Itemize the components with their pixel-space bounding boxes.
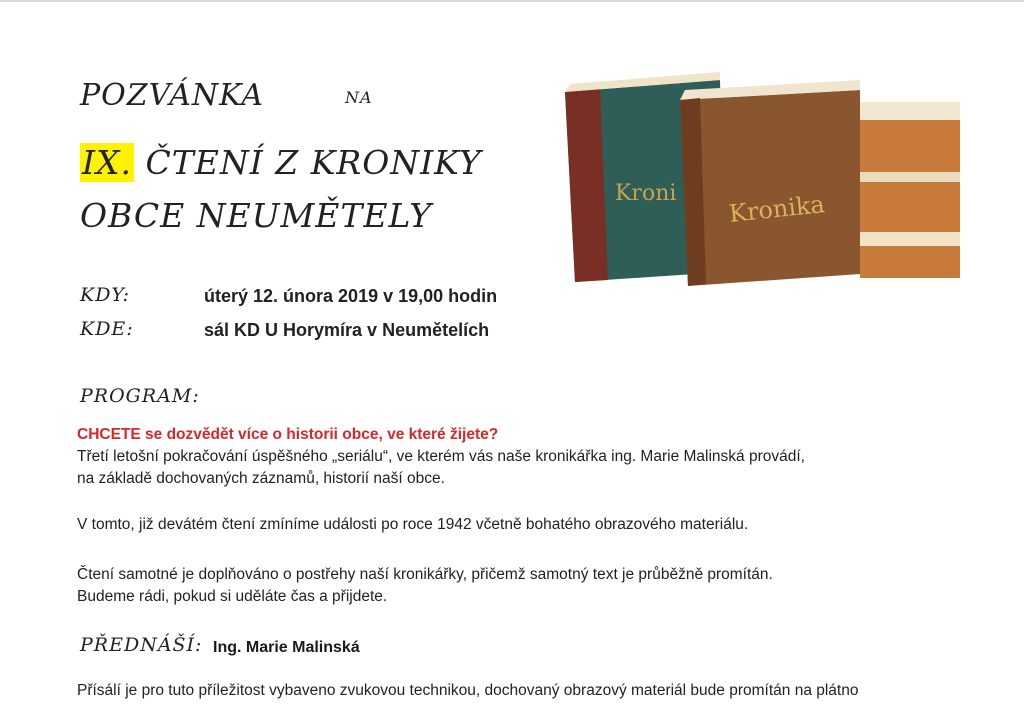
title-event-rest: ČTENÍ Z KRONIKY [134, 143, 482, 182]
highlight-number: IX. [82, 143, 133, 182]
lecturer-name: Ing. Marie Malinská [213, 639, 360, 656]
top-rule [0, 0, 1024, 2]
book-back-label: Kroni [615, 181, 677, 206]
when-label: KDY: [80, 284, 131, 306]
chronicle-books-image [560, 72, 960, 288]
book-stack-right [860, 102, 960, 278]
book-front-label: Kronika [727, 190, 826, 228]
title-event [80, 143, 482, 182]
footer-text: Přísálí je pro tuto příležitost vybaveno zvukovou technikou, dochovaný obrazový materiál bude promítán na plátno [77, 682, 859, 699]
program-paragraph-1a: Třetí letošní pokračování úspěšného „seriálu“, ve kterém vás naše kronikářka ing. Marie Malinská provádí, [77, 448, 805, 465]
when-value: úterý 12. února 2019 v 19,00 hodin [204, 286, 498, 306]
program-paragraph-3a: Čtení samotné je doplňováno o postřehy naší kronikářky, přičemž samotný text je průběžně promítán. [77, 566, 773, 583]
title-village: OBCE NEUMĚTELY [80, 196, 433, 235]
program-question: CHCETE se dozvědět více o historii obce, ve které žijete? [77, 426, 499, 443]
program-paragraph-1b: na základě dochovaných záznamů, historií naší obce. [77, 470, 445, 487]
where-value: sál KD U Horymíra v Neumětelích [204, 320, 490, 340]
program-paragraph-3b: Budeme rádi, pokud si uděláte čas a přijdete. [77, 588, 388, 605]
title-invitation: POZVÁNKA [80, 78, 265, 113]
book-front [680, 90, 860, 286]
lecturer-label: PŘEDNÁŠÍ: [80, 634, 203, 656]
title-na: NA [345, 88, 373, 107]
program-label: PROGRAM: [80, 385, 200, 407]
where-label: KDE: [80, 318, 134, 340]
program-paragraph-2: V tomto, již devátém čtení zmíníme události po roce 1942 včetně bohatého obrazového materiálu. [77, 516, 749, 533]
